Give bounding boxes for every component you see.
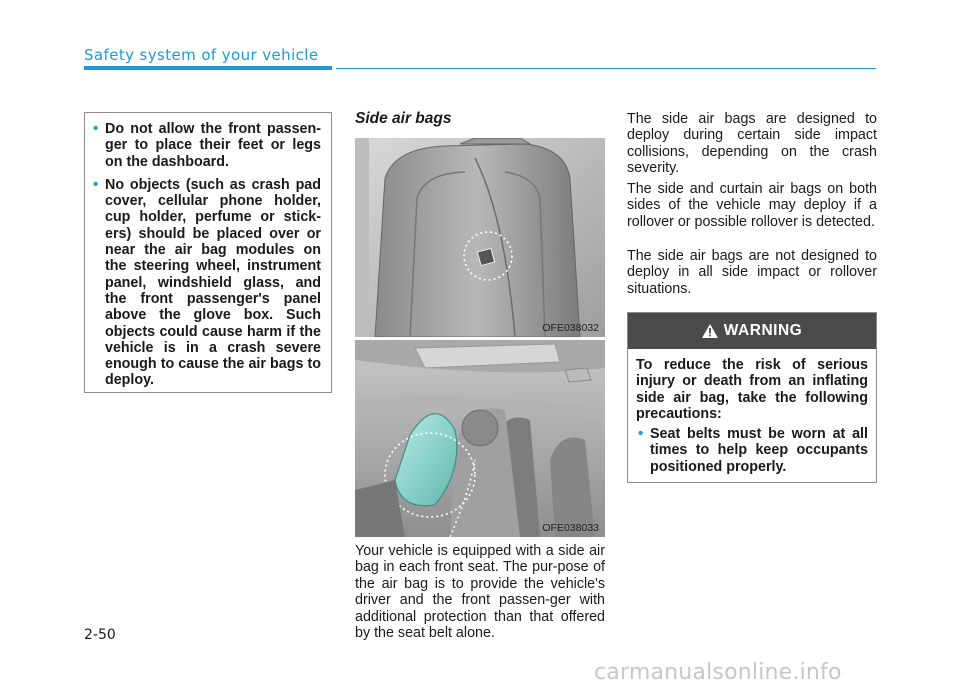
bullet-icon: • bbox=[638, 425, 644, 443]
side-airbags-paragraph: Your vehicle is equipped with a side air bag in each front seat. The pur-pose of the air bag is to provide the vehicle's driver and the front passen-ger with additional protection than that offered by the seat belt alone. bbox=[355, 543, 605, 642]
caution-box bbox=[84, 112, 332, 393]
warning-triangle-icon bbox=[702, 324, 718, 338]
watermark: carmanualsonline.info bbox=[594, 660, 842, 685]
page-number: 2-50 bbox=[84, 627, 116, 643]
warning-header-label: WARNING bbox=[723, 322, 803, 339]
caution-item-text: No objects (such as crash pad cover, cellular phone holder, cup holder, perfume or stick-ers) should be placed over or near the air bag modules on the steering wheel, instrument panel, windshield glass, and the front passenger's panel above the glove box. Such objects could cause harm if the vehicle is in a crash severe enough to cause the air bags to deploy. bbox=[105, 176, 321, 389]
cabin-illustration bbox=[355, 340, 605, 537]
bullet-icon: • bbox=[93, 120, 99, 137]
caution-list bbox=[91, 121, 321, 389]
seat-illustration bbox=[355, 138, 605, 337]
right-paragraph-2: The side and curtain air bags on both sides of the vehicle may deploy if a rollover or possible rollover is detected. bbox=[627, 181, 877, 230]
bullet-icon: • bbox=[93, 175, 99, 193]
figure-code: OFE038033 bbox=[542, 522, 599, 534]
side-airbags-title: Side air bags bbox=[355, 110, 452, 127]
figure-code: OFE038032 bbox=[542, 322, 599, 334]
right-paragraph-3: The side air bags are not designed to deploy in all side impact or rollover situations. bbox=[627, 248, 877, 297]
caution-item bbox=[91, 121, 321, 170]
header-rule bbox=[336, 68, 876, 69]
caution-item bbox=[91, 177, 321, 389]
warning-item bbox=[636, 426, 868, 475]
figure-seat-airbag bbox=[355, 138, 605, 337]
header-bar-accent bbox=[84, 66, 332, 70]
figure-cabin-airbag bbox=[355, 340, 605, 537]
warning-box bbox=[627, 312, 877, 483]
caution-item-text: Do not allow the front passen-ger to place their feet or legs on the dashboard. bbox=[105, 121, 321, 170]
section-header-title: Safety system of your vehicle bbox=[84, 46, 319, 64]
warning-header bbox=[628, 313, 876, 349]
right-paragraph-1: The side air bags are designed to deploy during certain side impact collisions, depending on the crash severity. bbox=[627, 111, 877, 177]
warning-intro: To reduce the risk of serious injury or death from an inflating side air bag, take the following precautions: bbox=[636, 357, 868, 422]
warning-list bbox=[636, 426, 868, 475]
warning-item-text: Seat belts must be worn at all times to help keep occupants positioned properly. bbox=[650, 426, 868, 475]
